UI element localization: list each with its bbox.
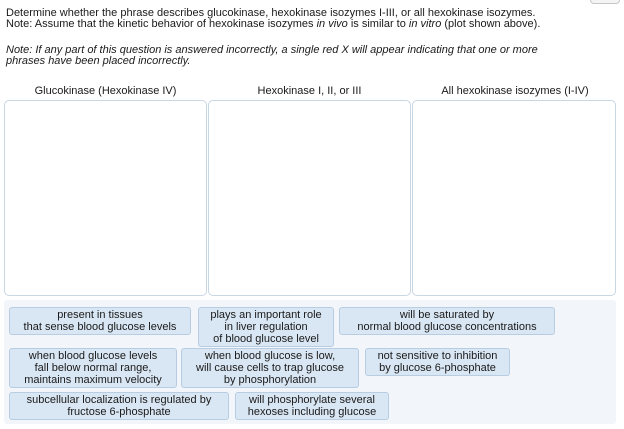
chip-line: will phosphorylate several bbox=[249, 394, 375, 406]
grading-note-line-2: phrases have been placed incorrectly. bbox=[6, 55, 191, 67]
chip-line: when blood glucose levels bbox=[28, 350, 158, 362]
drop-zone-glucokinase[interactable] bbox=[4, 100, 207, 296]
chip-line: hexoses including glucose bbox=[247, 406, 377, 418]
chip-line: that sense blood glucose levels bbox=[23, 321, 177, 333]
chip-line: will cause cells to trap glucose bbox=[196, 362, 344, 374]
chip-line: plays an important role bbox=[210, 309, 322, 321]
chip-line: fall below normal range, bbox=[34, 362, 152, 374]
chip-present-in-tissues[interactable] bbox=[9, 307, 191, 335]
chip-line: fructose 6-phosphate bbox=[67, 406, 171, 418]
chip-line: when blood glucose is low, bbox=[204, 350, 336, 362]
note-in-vitro: in vitro bbox=[408, 18, 442, 30]
drop-zone-hexokinase-i-iii[interactable] bbox=[208, 100, 411, 296]
chip-saturated-normal-glucose[interactable] bbox=[339, 307, 555, 335]
column-header-glucokinase: Glucokinase (Hexokinase IV) bbox=[34, 85, 177, 97]
column-header-all-isozymes: All hexokinase isozymes (I-IV) bbox=[441, 85, 589, 97]
chip-line: present in tissues bbox=[57, 309, 143, 321]
chip-localization-f6p[interactable] bbox=[9, 392, 229, 420]
note-mid: is similar to bbox=[347, 18, 409, 30]
chip-line: subcellular localization is regulated by bbox=[26, 394, 212, 406]
question-prompt bbox=[6, 8, 618, 30]
chip-line: of blood glucose level bbox=[213, 333, 319, 345]
note-prefix: Note: Assume that the kinetic behavior of hexokinase isozymes bbox=[6, 18, 317, 30]
chip-line: by glucose 6-phosphate bbox=[379, 362, 496, 374]
chip-line: normal blood glucose concentrations bbox=[357, 321, 537, 333]
chip-not-inhibited-g6p[interactable] bbox=[365, 348, 510, 376]
question-text: Determine whether the phrase describes glucokinase, hexokinase isozymes I-III, or all hexokinase isozymes. bbox=[6, 7, 536, 19]
scroll-handle[interactable] bbox=[590, 0, 620, 4]
chip-phosphorylate-hexoses[interactable] bbox=[235, 392, 389, 420]
chip-maintains-max-velocity[interactable] bbox=[9, 348, 177, 388]
chip-line: will be saturated by bbox=[399, 309, 495, 321]
chip-line: not sensitive to inhibition bbox=[377, 350, 498, 362]
note-in-vivo: in vivo bbox=[316, 18, 348, 30]
chip-line: maintains maximum velocity bbox=[24, 374, 162, 386]
note-suffix: (plot shown above). bbox=[441, 18, 541, 30]
column-header-hexokinase-i-iii: Hexokinase I, II, or III bbox=[257, 85, 362, 97]
drop-zone-all-isozymes[interactable] bbox=[412, 100, 616, 296]
chip-liver-regulation[interactable] bbox=[198, 307, 334, 347]
kinetics-note bbox=[6, 19, 618, 30]
chip-line: by phosphorylation bbox=[223, 374, 317, 386]
chip-line: in liver regulation bbox=[224, 321, 308, 333]
grading-note-line-1: Note: If any part of this question is answered incorrectly, a single red X will appear indicating that one or more bbox=[6, 44, 538, 56]
chip-trap-glucose[interactable] bbox=[181, 348, 359, 388]
grading-note bbox=[6, 45, 618, 67]
